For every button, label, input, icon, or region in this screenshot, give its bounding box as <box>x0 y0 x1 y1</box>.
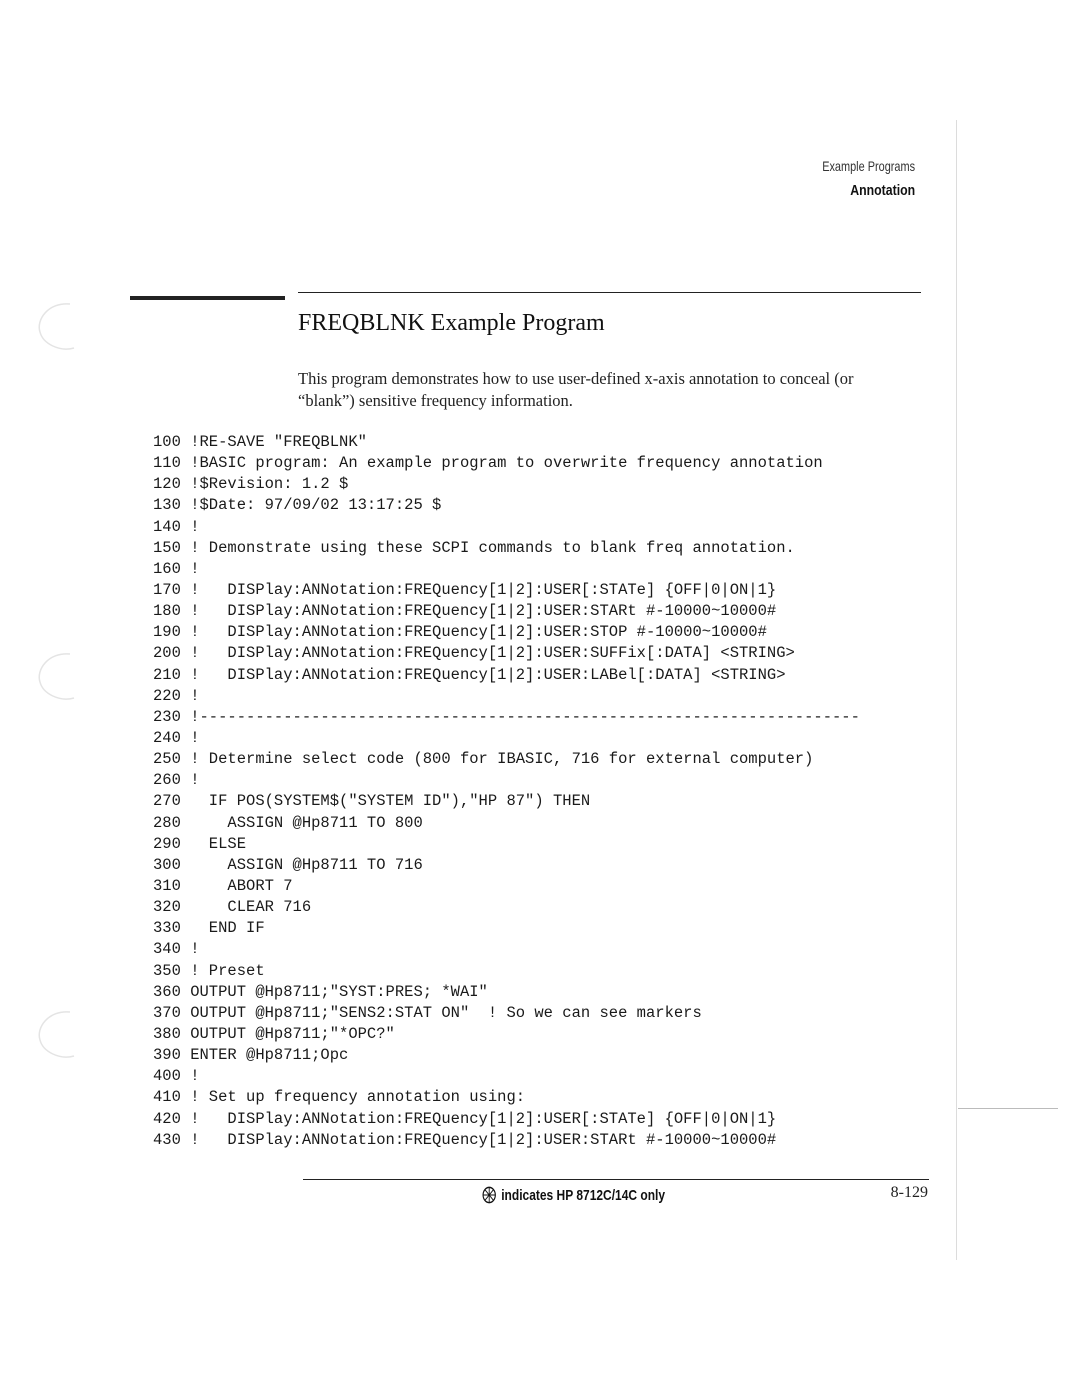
code-line: 270 IF POS(SYSTEM$("SYSTEM ID"),"HP 87") THEN <box>153 792 591 811</box>
hole-punch-mark-icon <box>30 1006 82 1066</box>
code-line: 180 ! DISPlay:ANNotation:FREQuency[1|2]:USER:STARt #-10000~10000# <box>153 602 777 621</box>
code-line: 120 !$Revision: 1.2 $ <box>153 475 349 494</box>
hp-model-symbol-icon <box>482 1186 496 1204</box>
hole-punch-mark-icon <box>30 648 82 708</box>
code-line: 300 ASSIGN @Hp8711 TO 716 <box>153 855 423 874</box>
page-edge-line <box>956 120 957 1260</box>
code-line: 110 !BASIC program: An example program to overwrite frequency annotation <box>153 454 823 473</box>
hole-punch-mark-icon <box>30 298 82 358</box>
page-title: FREQBLNK Example Program <box>298 310 605 336</box>
footer-note <box>482 1186 665 1204</box>
code-line: 160 ! <box>153 559 200 578</box>
header-section-title: Annotation <box>850 182 915 199</box>
code-line: 280 ASSIGN @Hp8711 TO 800 <box>153 813 423 832</box>
code-line: 150 ! Demonstrate using these SCPI commands to blank freq annotation. <box>153 538 795 557</box>
code-line: 170 ! DISPlay:ANNotation:FREQuency[1|2]:USER[:STATe] {OFF|0|ON|1} <box>153 580 777 599</box>
code-line: 140 ! <box>153 517 200 536</box>
code-line: 190 ! DISPlay:ANNotation:FREQuency[1|2]:USER:STOP #-10000~10000# <box>153 623 767 642</box>
footer-rule <box>303 1179 929 1180</box>
code-line: 350 ! Preset <box>153 961 265 980</box>
code-line: 100 !RE-SAVE "FREQBLNK" <box>153 433 367 451</box>
section-rule-thin <box>298 292 921 293</box>
code-line: 250 ! Determine select code (800 for IBASIC, 716 for external computer) <box>153 750 814 769</box>
code-line: 260 ! <box>153 771 200 790</box>
code-line: 390 ENTER @Hp8711;Opc <box>153 1046 349 1065</box>
page-number: 8-129 <box>890 1184 928 1201</box>
code-line: 420 ! DISPlay:ANNotation:FREQuency[1|2]:USER[:STATe] {OFF|0|ON|1} <box>153 1109 777 1128</box>
code-line: 310 ABORT 7 <box>153 876 293 895</box>
code-line: 240 ! <box>153 728 200 747</box>
code-line: 220 ! <box>153 686 200 705</box>
header-breadcrumb: Example Programs <box>822 158 915 174</box>
code-line: 210 ! DISPlay:ANNotation:FREQuency[1|2]:USER:LABel[:DATA] <STRING> <box>153 665 786 684</box>
code-listing <box>153 432 933 1151</box>
code-line: 410 ! Set up frequency annotation using: <box>153 1088 526 1107</box>
code-line: 430 ! DISPlay:ANNotation:FREQuency[1|2]:USER:STARt #-10000~10000# <box>153 1130 777 1149</box>
code-line: 380 OUTPUT @Hp8711;"*OPC?" <box>153 1024 395 1043</box>
code-line: 400 ! <box>153 1067 200 1086</box>
code-line: 130 !$Date: 97/09/02 13:17:25 $ <box>153 496 442 515</box>
footer-note-text: indicates HP 8712C/14C only <box>501 1186 666 1204</box>
code-line: 340 ! <box>153 940 200 959</box>
code-line: 230 !----------------------------------------------------------------------- <box>153 707 860 726</box>
page-edge-tick <box>958 1108 1058 1109</box>
code-line: 370 OUTPUT @Hp8711;"SENS2:STAT ON" ! So we can see markers <box>153 1003 702 1022</box>
section-rule-thick <box>130 296 285 300</box>
code-line: 360 OUTPUT @Hp8711;"SYST:PRES; *WAI" <box>153 982 488 1001</box>
code-line: 320 CLEAR 716 <box>153 898 312 917</box>
code-line: 200 ! DISPlay:ANNotation:FREQuency[1|2]:USER:SUFFix[:DATA] <STRING> <box>153 644 795 663</box>
code-line: 290 ELSE <box>153 834 247 853</box>
intro-paragraph: This program demonstrates how to use user-defined x-axis annotation to conceal (or “blank”) sensitive frequency information. <box>298 369 854 410</box>
code-line: 330 END IF <box>153 919 265 938</box>
